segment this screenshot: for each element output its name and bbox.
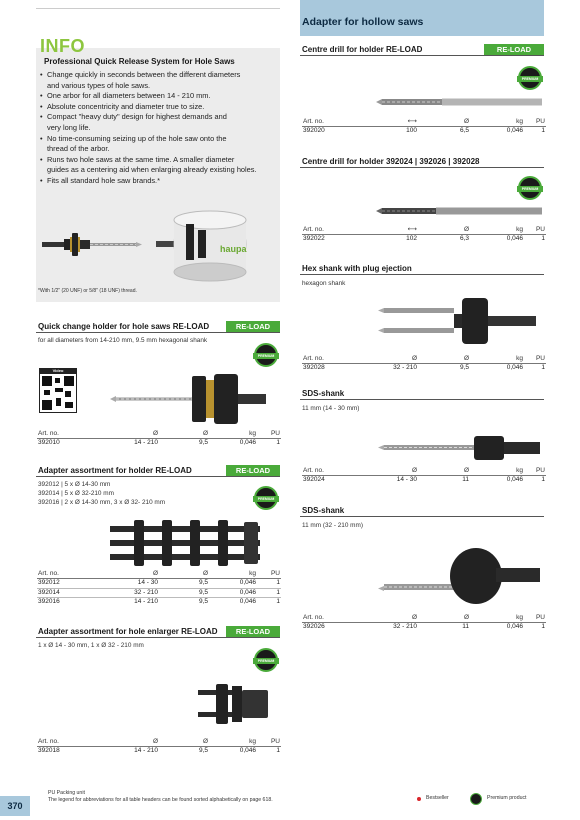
enlarger-image [198, 682, 278, 728]
section-desc: 392012 | 5 x Ø 14-30 mm [38, 481, 111, 488]
premium-icon: PREMIUM [254, 486, 278, 510]
reload-badge: RE-LOAD [226, 321, 280, 332]
quick-change-holder-image [112, 370, 272, 430]
spec-table-centre-drill: Art. no. ⟷ Ø kg PU 392020 100 6,5 0,046 1 [303, 118, 545, 134]
hex-shank-image [376, 296, 546, 346]
section-desc: for all diameters from 14-210 mm, 9.5 mm hexagonal shank [38, 337, 208, 344]
section-desc: 392014 | 5 x Ø 32-210 mm [38, 490, 114, 497]
info-box [36, 36, 280, 302]
spec-table-centre-drill-2: Art. no. ⟷ Ø kg PU 392022 102 6,3 0,046 1 [303, 226, 545, 242]
premium-icon: PREMIUM [518, 176, 542, 200]
centre-drill-image [376, 96, 546, 108]
footer-pu-note: PU Packing unit [48, 790, 85, 796]
section-title-enlarger: Adapter assortment for hole enlarger RE-LOAD [38, 627, 218, 636]
table-row: 392012 14 - 30 9,5 0,046 1 [38, 579, 280, 586]
info-footnote: *With 1/2" (20 UNF) or 5/8" (18 UNF) thread. [38, 288, 137, 294]
section-rule [36, 476, 280, 477]
reload-badge: RE-LOAD [484, 44, 544, 55]
table-row: 392022 102 6,3 0,046 1 [303, 235, 545, 242]
table-row: 392014 32 - 210 9,5 0,046 1 [38, 588, 280, 596]
premium-icon: PREMIUM [254, 343, 278, 367]
section-rule [300, 167, 544, 168]
section-rule [300, 274, 544, 275]
page-header [300, 0, 544, 36]
section-desc: 1 x Ø 14 - 30 mm, 1 x Ø 32 - 210 mm [38, 642, 144, 649]
premium-icon: PREMIUM [254, 648, 278, 672]
section-title-adapter-assortment: Adapter assortment for holder RE-LOAD [38, 466, 192, 475]
qr-code[interactable] [39, 368, 77, 413]
info-bullet: • Fits all standard hole saw brands.* [40, 176, 274, 187]
premium-product-icon [470, 793, 482, 805]
table-row: 392016 14 - 210 9,5 0,046 1 [38, 598, 280, 605]
section-title-sds-2: SDS-shank [302, 506, 345, 515]
info-label: INFO [40, 36, 85, 56]
bestseller-label: Bestseller [426, 795, 449, 801]
table-row: 392010 14 - 210 9,5 0,046 1 [38, 439, 280, 446]
page-title: Adapter for hollow saws [302, 16, 424, 28]
arbor-holesaw-image [36, 208, 280, 288]
page-number: 370 [0, 796, 30, 816]
table-row: 392020 100 6,5 0,046 1 [303, 127, 545, 134]
sds-2-image [376, 546, 546, 610]
info-bullet: • Compact "heavy duty" design for highest demands and [40, 112, 274, 123]
info-bullet-cont: very long life. [47, 122, 91, 132]
spec-table-sds-1: Art. no. Ø Ø kg PU 392024 14 - 30 11 0,046 1 [303, 467, 545, 483]
section-rule [36, 332, 280, 333]
table-row: 392026 32 - 210 11 0,046 1 [303, 623, 545, 630]
reload-badge: RE-LOAD [226, 626, 280, 637]
section-title-quick-change: Quick change holder for hole saws RE-LOAD [38, 322, 210, 331]
table-row: 392018 14 - 210 9,5 0,046 1 [38, 747, 280, 754]
section-desc: 11 mm (32 - 210 mm) [302, 522, 363, 529]
info-bullet: • Absolute concentricity and diameter true to size. [40, 102, 274, 113]
footer-legend-note: The legend for abbreviations for all table headers can be found sorted alphabetically on page 618. [48, 797, 273, 803]
reload-badge: RE-LOAD [226, 465, 280, 476]
info-bullet-cont: and various types of hole saws. [47, 80, 151, 90]
top-rule [36, 8, 280, 9]
spec-table-hex-shank: Art. no. Ø Ø kg PU 392028 32 - 210 9,5 0,046 1 [303, 355, 545, 371]
info-bullet: • One arbor for all diameters between 14 - 210 mm. [40, 91, 274, 102]
section-desc: 11 mm (14 - 30 mm) [302, 405, 360, 412]
premium-product-label: Premium product [487, 795, 527, 801]
section-desc: 392016 | 2 x Ø 14-30 mm, 3 x Ø 32- 210 mm [38, 499, 166, 506]
section-rule [300, 516, 544, 517]
section-title-centre-drill: Centre drill for holder RE-LOAD [302, 45, 423, 54]
info-bullet: • Change quickly in seconds between the different diameters [40, 70, 274, 81]
saw-brand-text: haupa [220, 244, 247, 254]
section-title-hex-shank: Hex shank with plug ejection [302, 264, 412, 273]
section-rule [300, 55, 544, 56]
info-heading: Professional Quick Release System for Hole Saws [44, 57, 235, 66]
table-row: 392028 32 - 210 9,5 0,046 1 [303, 364, 545, 371]
spec-table-adapter-assortment: Art. no. Ø Ø kg PU 392012 14 - 30 9,5 0,046 1 392014 32 - 210 9,5 0,046 1 392016 14 - 210 9,5 0,046 1 [38, 570, 280, 605]
premium-icon: PREMIUM [518, 66, 542, 90]
section-desc: hexagon shank [302, 280, 346, 287]
section-rule [36, 637, 280, 638]
info-bullet-cont: guides as a centering aid when enlarging already existing holes. [47, 165, 257, 175]
centre-drill-2-image [376, 205, 546, 217]
section-title-sds-1: SDS-shank [302, 389, 345, 398]
spec-table-quick-change: Art. no. Ø Ø kg PU 392010 14 - 210 9,5 0,046 1 [38, 430, 280, 446]
qr-video-label: Video [39, 368, 77, 374]
section-rule [300, 399, 544, 400]
info-bullet: • No time-consuming seizing up of the hole saw onto the [40, 134, 274, 145]
spec-table-sds-2: Art. no. Ø Ø kg PU 392026 32 - 210 11 0,046 1 [303, 614, 545, 630]
spec-table-enlarger: Art. no. Ø Ø kg PU 392018 14 - 210 9,5 0,046 1 [38, 738, 280, 754]
bestseller-icon [417, 797, 421, 801]
info-bullet-cont: thread of the arbor. [47, 144, 110, 154]
table-row: 392024 14 - 30 11 0,046 1 [303, 476, 545, 483]
adapter-assortment-image [104, 520, 264, 572]
section-title-centre-drill-2: Centre drill for holder 392024 | 392026 | 392028 [302, 157, 480, 166]
info-bullet: • Runs two hole saws at the same time. A smaller diameter [40, 155, 274, 166]
info-list [40, 70, 274, 187]
sds-1-image [376, 428, 546, 468]
